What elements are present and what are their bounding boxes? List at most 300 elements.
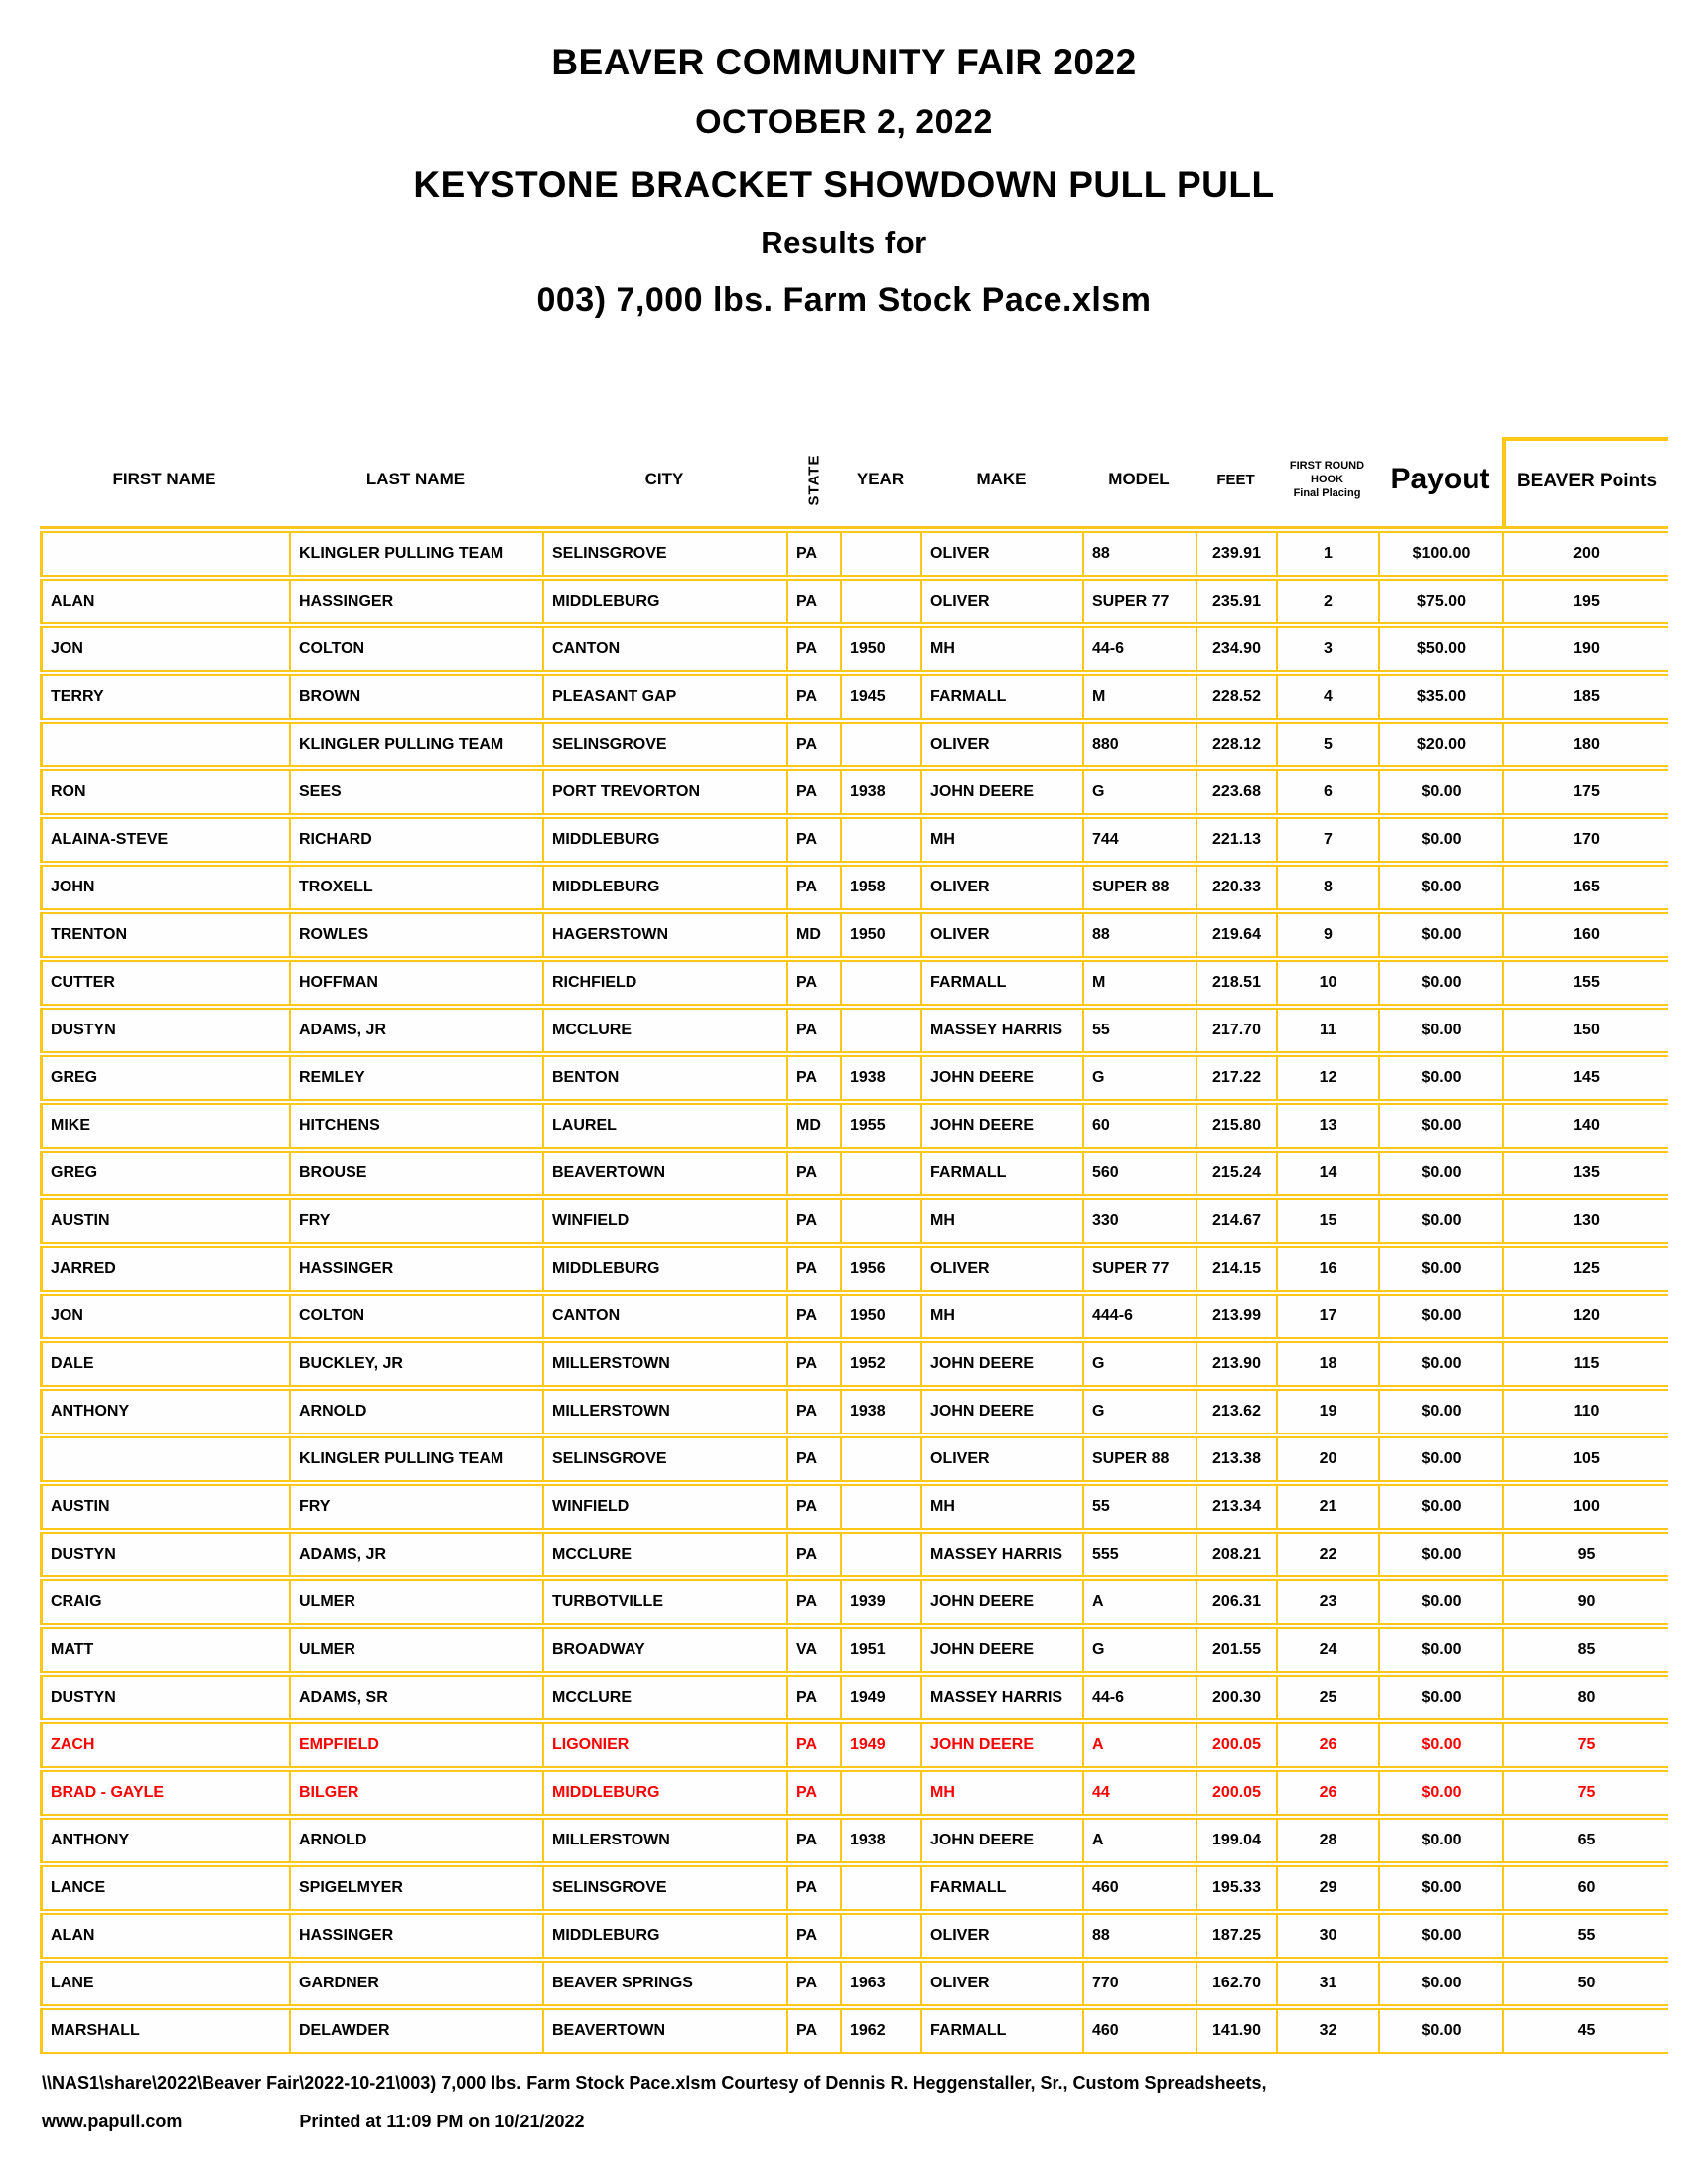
cell-hook: 22 [1276,1532,1378,1577]
cell-make: JOHN DEERE [920,1722,1082,1768]
cell-hook: 26 [1276,1770,1378,1816]
cell-state: PA [786,769,840,815]
cell-hook: 25 [1276,1675,1378,1720]
cell-state: PA [786,2008,840,2054]
cell-city: BENTON [542,1055,786,1101]
cell-make: FARMALL [920,1865,1082,1911]
cell-make: FARMALL [920,2008,1082,2054]
cell-last_name: COLTON [289,626,542,672]
cell-payout: $0.00 [1378,1389,1502,1434]
col-header-model: MODEL [1082,437,1196,529]
cell-model: A [1082,1579,1196,1625]
cell-payout: $0.00 [1378,1770,1502,1816]
footer-file-path: \\NAS1\share\2022\Beaver Fair\2022-10-21\003) 7,000 lbs. Farm Stock Pace.xlsm Courtesy of Dennis R. Heggenstaller, Sr., Custom Spreadsheets, [42,2073,1267,2093]
footer-website: www.papull.com [42,2112,183,2131]
cell-points: 55 [1502,1913,1668,1959]
cell-year [840,817,920,863]
cell-payout: $20.00 [1378,722,1502,767]
cell-make: JOHN DEERE [920,1818,1082,1863]
cell-payout: $0.00 [1378,960,1502,1006]
cell-hook: 14 [1276,1151,1378,1196]
cell-last_name: DELAWDER [289,2008,542,2054]
cell-last_name: SEES [289,769,542,815]
cell-make: FARMALL [920,674,1082,720]
cell-points: 100 [1502,1484,1668,1530]
cell-city: MIDDLEBURG [542,579,786,624]
col-header-payout: Payout [1378,437,1502,529]
cell-last_name: HASSINGER [289,579,542,624]
table-row [40,1008,1668,1053]
cell-state: PA [786,1532,840,1577]
cell-first_name: ALAINA-STEVE [40,817,289,863]
cell-state: MD [786,912,840,958]
cell-hook: 6 [1276,769,1378,815]
cell-make: FARMALL [920,1151,1082,1196]
cell-payout: $100.00 [1378,531,1502,577]
cell-points: 180 [1502,722,1668,767]
col-header-first-name: FIRST NAME [40,437,289,529]
cell-make: JOHN DEERE [920,1389,1082,1434]
cell-payout: $0.00 [1378,1436,1502,1482]
cell-first_name: ZACH [40,1722,289,1768]
cell-city: BEAVER SPRINGS [542,1961,786,2006]
cell-make: MASSEY HARRIS [920,1675,1082,1720]
cell-points: 120 [1502,1294,1668,1339]
cell-first_name: ANTHONY [40,1389,289,1434]
cell-model: G [1082,1055,1196,1101]
cell-hook: 18 [1276,1341,1378,1387]
cell-feet: 223.68 [1196,769,1276,815]
cell-model: 88 [1082,1913,1196,1959]
cell-last_name: ULMER [289,1627,542,1673]
cell-points: 45 [1502,2008,1668,2054]
cell-first_name: GREG [40,1055,289,1101]
cell-last_name: ADAMS, JR [289,1532,542,1577]
cell-first_name [40,531,289,577]
cell-make: JOHN DEERE [920,1055,1082,1101]
col-header-city: CITY [542,437,786,529]
cell-payout: $0.00 [1378,1103,1502,1149]
cell-model: SUPER 88 [1082,1436,1196,1482]
table-row [40,1294,1668,1339]
cell-hook: 1 [1276,531,1378,577]
cell-hook: 16 [1276,1246,1378,1292]
cell-make: OLIVER [920,722,1082,767]
cell-payout: $35.00 [1378,674,1502,720]
table-row [40,1675,1668,1720]
cell-model: SUPER 77 [1082,1246,1196,1292]
cell-feet: 213.99 [1196,1294,1276,1339]
cell-last_name: RICHARD [289,817,542,863]
cell-last_name: FRY [289,1198,542,1244]
cell-first_name [40,1436,289,1482]
cell-city: LAUREL [542,1103,786,1149]
cell-points: 165 [1502,865,1668,910]
cell-city: SELINSGROVE [542,531,786,577]
cell-points: 150 [1502,1008,1668,1053]
cell-hook: 32 [1276,2008,1378,2054]
cell-feet: 141.90 [1196,2008,1276,2054]
cell-year: 1962 [840,2008,920,2054]
cell-first_name: LANE [40,1961,289,2006]
cell-hook: 24 [1276,1627,1378,1673]
cell-last_name: TROXELL [289,865,542,910]
cell-model: G [1082,1389,1196,1434]
cell-year [840,531,920,577]
cell-points: 75 [1502,1770,1668,1816]
cell-model: 460 [1082,1865,1196,1911]
cell-city: PORT TREVORTON [542,769,786,815]
cell-year [840,579,920,624]
cell-points: 160 [1502,912,1668,958]
table-row [40,1151,1668,1196]
cell-payout: $0.00 [1378,1961,1502,2006]
table-row [40,769,1668,815]
cell-year: 1939 [840,1579,920,1625]
cell-hook: 30 [1276,1913,1378,1959]
cell-city: SELINSGROVE [542,722,786,767]
cell-city: MILLERSTOWN [542,1818,786,1863]
cell-points: 90 [1502,1579,1668,1625]
cell-hook: 20 [1276,1436,1378,1482]
cell-feet: 239.91 [1196,531,1276,577]
cell-points: 130 [1502,1198,1668,1244]
cell-year [840,960,920,1006]
cell-state: PA [786,960,840,1006]
cell-state: PA [786,1341,840,1387]
cell-first_name: CUTTER [40,960,289,1006]
cell-hook: 31 [1276,1961,1378,2006]
cell-payout: $0.00 [1378,1151,1502,1196]
cell-last_name: HASSINGER [289,1246,542,1292]
cell-year [840,1484,920,1530]
cell-first_name: JON [40,626,289,672]
cell-last_name: HOFFMAN [289,960,542,1006]
cell-city: RICHFIELD [542,960,786,1006]
table-row [40,1579,1668,1625]
cell-city: SELINSGROVE [542,1865,786,1911]
cell-last_name: ARNOLD [289,1818,542,1863]
cell-feet: 201.55 [1196,1627,1276,1673]
cell-state: PA [786,531,840,577]
table-row [40,1055,1668,1101]
cell-hook: 28 [1276,1818,1378,1863]
cell-make: OLIVER [920,1246,1082,1292]
cell-state: PA [786,1579,840,1625]
cell-hook: 17 [1276,1294,1378,1339]
cell-payout: $0.00 [1378,817,1502,863]
cell-last_name: HASSINGER [289,1913,542,1959]
cell-points: 185 [1502,674,1668,720]
cell-first_name: MIKE [40,1103,289,1149]
cell-payout: $0.00 [1378,865,1502,910]
cell-feet: 187.25 [1196,1913,1276,1959]
cell-payout: $0.00 [1378,1818,1502,1863]
cell-make: JOHN DEERE [920,1341,1082,1387]
cell-hook: 21 [1276,1484,1378,1530]
cell-make: OLIVER [920,579,1082,624]
cell-last_name: BROWN [289,674,542,720]
cell-year [840,1532,920,1577]
cell-make: MH [920,1294,1082,1339]
event-title: BEAVER COMMUNITY FAIR 2022 [551,42,1137,82]
results-table-wrap [40,435,1670,2056]
cell-state: PA [786,1818,840,1863]
cell-points: 85 [1502,1627,1668,1673]
cell-model: 55 [1082,1008,1196,1053]
cell-make: MH [920,817,1082,863]
cell-first_name: GREG [40,1151,289,1196]
cell-first_name: LANCE [40,1865,289,1911]
cell-points: 80 [1502,1675,1668,1720]
cell-year [840,1151,920,1196]
table-row [40,1389,1668,1434]
cell-feet: 213.38 [1196,1436,1276,1482]
cell-hook: 15 [1276,1198,1378,1244]
cell-payout: $50.00 [1378,626,1502,672]
cell-model: 560 [1082,1151,1196,1196]
cell-feet: 234.90 [1196,626,1276,672]
header-row [40,437,1668,529]
cell-model: 44-6 [1082,1675,1196,1720]
col-header-year: YEAR [840,437,920,529]
cell-model: G [1082,1627,1196,1673]
table-row [40,1103,1668,1149]
table-row [40,912,1668,958]
cell-city: MIDDLEBURG [542,865,786,910]
cell-make: MH [920,1198,1082,1244]
cell-make: JOHN DEERE [920,769,1082,815]
table-row [40,1913,1668,1959]
cell-points: 110 [1502,1389,1668,1434]
cell-feet: 213.62 [1196,1389,1276,1434]
cell-state: PA [786,1722,840,1768]
cell-last_name: GARDNER [289,1961,542,2006]
cell-last_name: FRY [289,1484,542,1530]
cell-payout: $0.00 [1378,1579,1502,1625]
cell-points: 125 [1502,1246,1668,1292]
cell-feet: 218.51 [1196,960,1276,1006]
cell-make: MH [920,626,1082,672]
cell-make: OLIVER [920,1436,1082,1482]
cell-last_name: BILGER [289,1770,542,1816]
cell-city: LIGONIER [542,1722,786,1768]
cell-state: PA [786,1008,840,1053]
cell-year: 1949 [840,1675,920,1720]
cell-payout: $0.00 [1378,1341,1502,1387]
cell-state: PA [786,1865,840,1911]
cell-hook: 2 [1276,579,1378,624]
cell-feet: 228.12 [1196,722,1276,767]
cell-year: 1951 [840,1627,920,1673]
cell-points: 60 [1502,1865,1668,1911]
table-row [40,1770,1668,1816]
cell-model: 744 [1082,817,1196,863]
cell-city: MCCLURE [542,1008,786,1053]
cell-model: SUPER 88 [1082,865,1196,910]
cell-city: BEAVERTOWN [542,2008,786,2054]
cell-state: PA [786,1294,840,1339]
cell-city: WINFIELD [542,1484,786,1530]
table-row [40,817,1668,863]
cell-city: BEAVERTOWN [542,1151,786,1196]
cell-last_name: ARNOLD [289,1389,542,1434]
cell-city: MCCLURE [542,1675,786,1720]
cell-year [840,722,920,767]
cell-first_name: RON [40,769,289,815]
cell-year [840,1913,920,1959]
table-row [40,1627,1668,1673]
cell-year: 1938 [840,769,920,815]
cell-payout: $0.00 [1378,1294,1502,1339]
cell-payout: $0.00 [1378,1675,1502,1720]
cell-last_name: BROUSE [289,1151,542,1196]
cell-state: VA [786,1627,840,1673]
cell-payout: $0.00 [1378,1008,1502,1053]
cell-make: OLIVER [920,912,1082,958]
table-row [40,674,1668,720]
cell-feet: 200.30 [1196,1675,1276,1720]
cell-payout: $0.00 [1378,1865,1502,1911]
cell-first_name: BRAD - GAYLE [40,1770,289,1816]
cell-model: M [1082,674,1196,720]
cell-last_name: ROWLES [289,912,542,958]
cell-city: CANTON [542,1294,786,1339]
cell-make: JOHN DEERE [920,1103,1082,1149]
cell-feet: 214.67 [1196,1198,1276,1244]
cell-model: 60 [1082,1103,1196,1149]
cell-hook: 9 [1276,912,1378,958]
cell-payout: $75.00 [1378,579,1502,624]
cell-year: 1952 [840,1341,920,1387]
cell-year [840,1008,920,1053]
cell-state: PA [786,1198,840,1244]
cell-points: 145 [1502,1055,1668,1101]
cell-model: A [1082,1818,1196,1863]
cell-model: 460 [1082,2008,1196,2054]
cell-city: TURBOTVILLE [542,1579,786,1625]
table-row [40,1722,1668,1768]
cell-feet: 162.70 [1196,1961,1276,2006]
class-file-name: 003) 7,000 lbs. Farm Stock Pace.xlsm [536,281,1152,319]
table-row [40,531,1668,577]
cell-model: 44-6 [1082,626,1196,672]
cell-make: JOHN DEERE [920,1627,1082,1673]
cell-first_name: TERRY [40,674,289,720]
cell-payout: $0.00 [1378,1913,1502,1959]
cell-payout: $0.00 [1378,1484,1502,1530]
cell-first_name: ALAN [40,579,289,624]
cell-make: JOHN DEERE [920,1579,1082,1625]
cell-feet: 219.64 [1196,912,1276,958]
cell-points: 175 [1502,769,1668,815]
cell-hook: 3 [1276,626,1378,672]
cell-city: MCCLURE [542,1532,786,1577]
table-row [40,1484,1668,1530]
cell-city: MIDDLEBURG [542,1770,786,1816]
cell-payout: $0.00 [1378,769,1502,815]
cell-year: 1950 [840,1294,920,1339]
cell-model: 555 [1082,1532,1196,1577]
event-date: OCTOBER 2, 2022 [695,103,993,141]
cell-make: MASSEY HARRIS [920,1008,1082,1053]
cell-year [840,1865,920,1911]
cell-payout: $0.00 [1378,1532,1502,1577]
cell-points: 105 [1502,1436,1668,1482]
cell-last_name: KLINGLER PULLING TEAM [289,722,542,767]
cell-first_name: TRENTON [40,912,289,958]
cell-year: 1949 [840,1722,920,1768]
cell-make: MASSEY HARRIS [920,1532,1082,1577]
cell-state: PA [786,1961,840,2006]
cell-make: OLIVER [920,531,1082,577]
col-header-last-name: LAST NAME [289,437,542,529]
cell-points: 200 [1502,531,1668,577]
cell-last_name: KLINGLER PULLING TEAM [289,531,542,577]
cell-city: SELINSGROVE [542,1436,786,1482]
cell-hook: 26 [1276,1722,1378,1768]
cell-year: 1938 [840,1818,920,1863]
table-row [40,865,1668,910]
table-row [40,1818,1668,1863]
cell-feet: 213.90 [1196,1341,1276,1387]
cell-first_name: AUSTIN [40,1198,289,1244]
cell-model: G [1082,769,1196,815]
cell-model: M [1082,960,1196,1006]
cell-first_name: MATT [40,1627,289,1673]
cell-hook: 8 [1276,865,1378,910]
cell-city: CANTON [542,626,786,672]
cell-make: MH [920,1484,1082,1530]
col-header-feet: FEET [1196,437,1276,529]
table-row [40,1341,1668,1387]
cell-hook: 13 [1276,1103,1378,1149]
results-table [40,435,1668,2056]
cell-feet: 217.22 [1196,1055,1276,1101]
cell-city: MIDDLEBURG [542,1913,786,1959]
col-header-beaver-points: BEAVER Points [1502,437,1668,529]
cell-points: 195 [1502,579,1668,624]
hook-header-line1: FIRST ROUND [1289,460,1365,472]
cell-feet: 228.52 [1196,674,1276,720]
cell-payout: $0.00 [1378,1627,1502,1673]
cell-state: PA [786,626,840,672]
cell-last_name: SPIGELMYER [289,1865,542,1911]
cell-year: 1956 [840,1246,920,1292]
cell-make: OLIVER [920,1913,1082,1959]
cell-city: PLEASANT GAP [542,674,786,720]
cell-state: PA [786,1246,840,1292]
cell-year [840,1436,920,1482]
cell-city: WINFIELD [542,1198,786,1244]
col-header-hook [1276,437,1378,529]
table-row [40,2008,1668,2054]
cell-first_name: JOHN [40,865,289,910]
cell-model: A [1082,1722,1196,1768]
cell-last_name: BUCKLEY, JR [289,1341,542,1387]
cell-points: 50 [1502,1961,1668,2006]
cell-points: 140 [1502,1103,1668,1149]
event-subtitle: KEYSTONE BRACKET SHOWDOWN PULL PULL [413,164,1275,205]
cell-last_name: ADAMS, JR [289,1008,542,1053]
cell-first_name: ALAN [40,1913,289,1959]
cell-model: 88 [1082,531,1196,577]
cell-state: PA [786,1770,840,1816]
cell-feet: 221.13 [1196,817,1276,863]
cell-year: 1938 [840,1389,920,1434]
cell-year: 1938 [840,1055,920,1101]
cell-first_name: JON [40,1294,289,1339]
